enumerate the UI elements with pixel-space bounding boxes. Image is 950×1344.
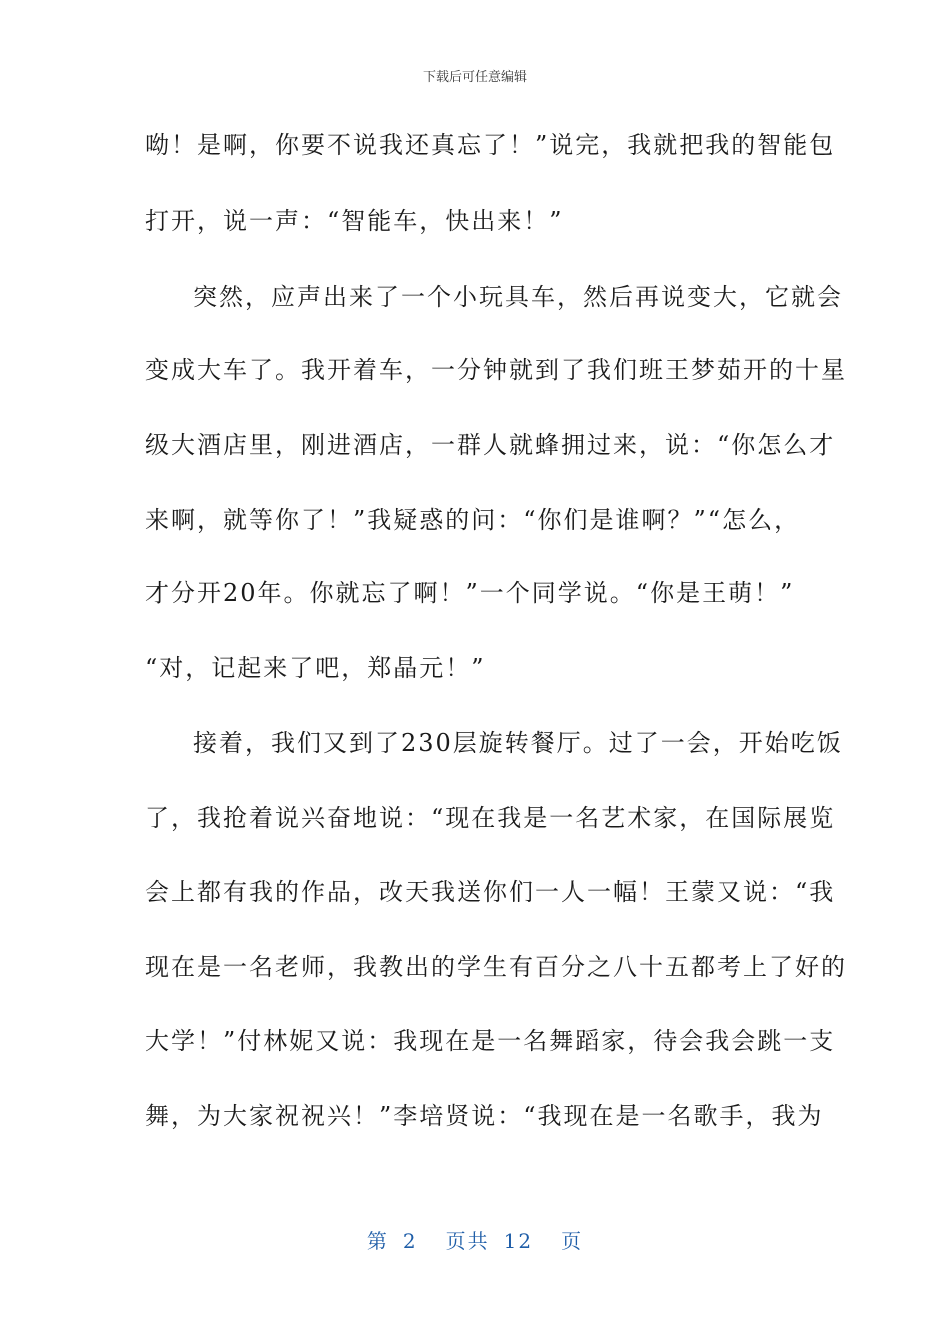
paragraph-start-line: 接着，我们又到了230层旋转餐厅。过了一会，开始吃饭 (193, 729, 843, 757)
text-line: 级大酒店里，刚进酒店，一群人就蜂拥过来，说：“你怎么才 (145, 431, 836, 459)
page-number-suffix: 页 (561, 1229, 584, 1253)
text-line: 来啊，就等你了！”我疑惑的问：“你们是谁啊？”“怎么， (145, 506, 801, 534)
text-line: “对，记起来了吧，郑晶元！” (145, 654, 486, 682)
current-page-number: 2 (402, 1229, 418, 1253)
text-line: 打开，说一声：“智能车，快出来！” (145, 207, 564, 235)
paragraph-start-line: 突然，应声出来了一个小玩具车，然后再说变大，它就会 (193, 283, 843, 311)
text-line: 了，我抢着说兴奋地说：“现在我是一名艺术家，在国际展览 (145, 804, 836, 832)
text-line: 才分开20年。你就忘了啊！”一个同学说。“你是王萌！” (145, 579, 795, 607)
page-number-middle: 页共 (445, 1229, 490, 1253)
total-page-count: 12 (503, 1229, 534, 1253)
text-line: 呦！是啊，你要不说我还真忘了！”说完，我就把我的智能包 (145, 131, 836, 159)
text-line: 大学！”付林妮又说：我现在是一名舞蹈家，待会我会跳一支 (145, 1027, 836, 1055)
text-line: 现在是一名老师，我教出的学生有百分之八十五都考上了好的 (145, 953, 847, 981)
text-line: 舞，为大家祝祝兴！”李培贤说：“我现在是一名歌手，我为 (145, 1102, 824, 1130)
text-line: 会上都有我的作品，改天我送你们一人一幅！王蒙又说：“我 (145, 878, 836, 906)
text-line: 变成大车了。我开着车，一分钟就到了我们班王梦茹开的十星 (145, 356, 847, 384)
page-footer (0, 1225, 950, 1254)
page-header: 下载后可任意编辑 (422, 70, 527, 85)
page-number-prefix: 第 (366, 1229, 389, 1253)
